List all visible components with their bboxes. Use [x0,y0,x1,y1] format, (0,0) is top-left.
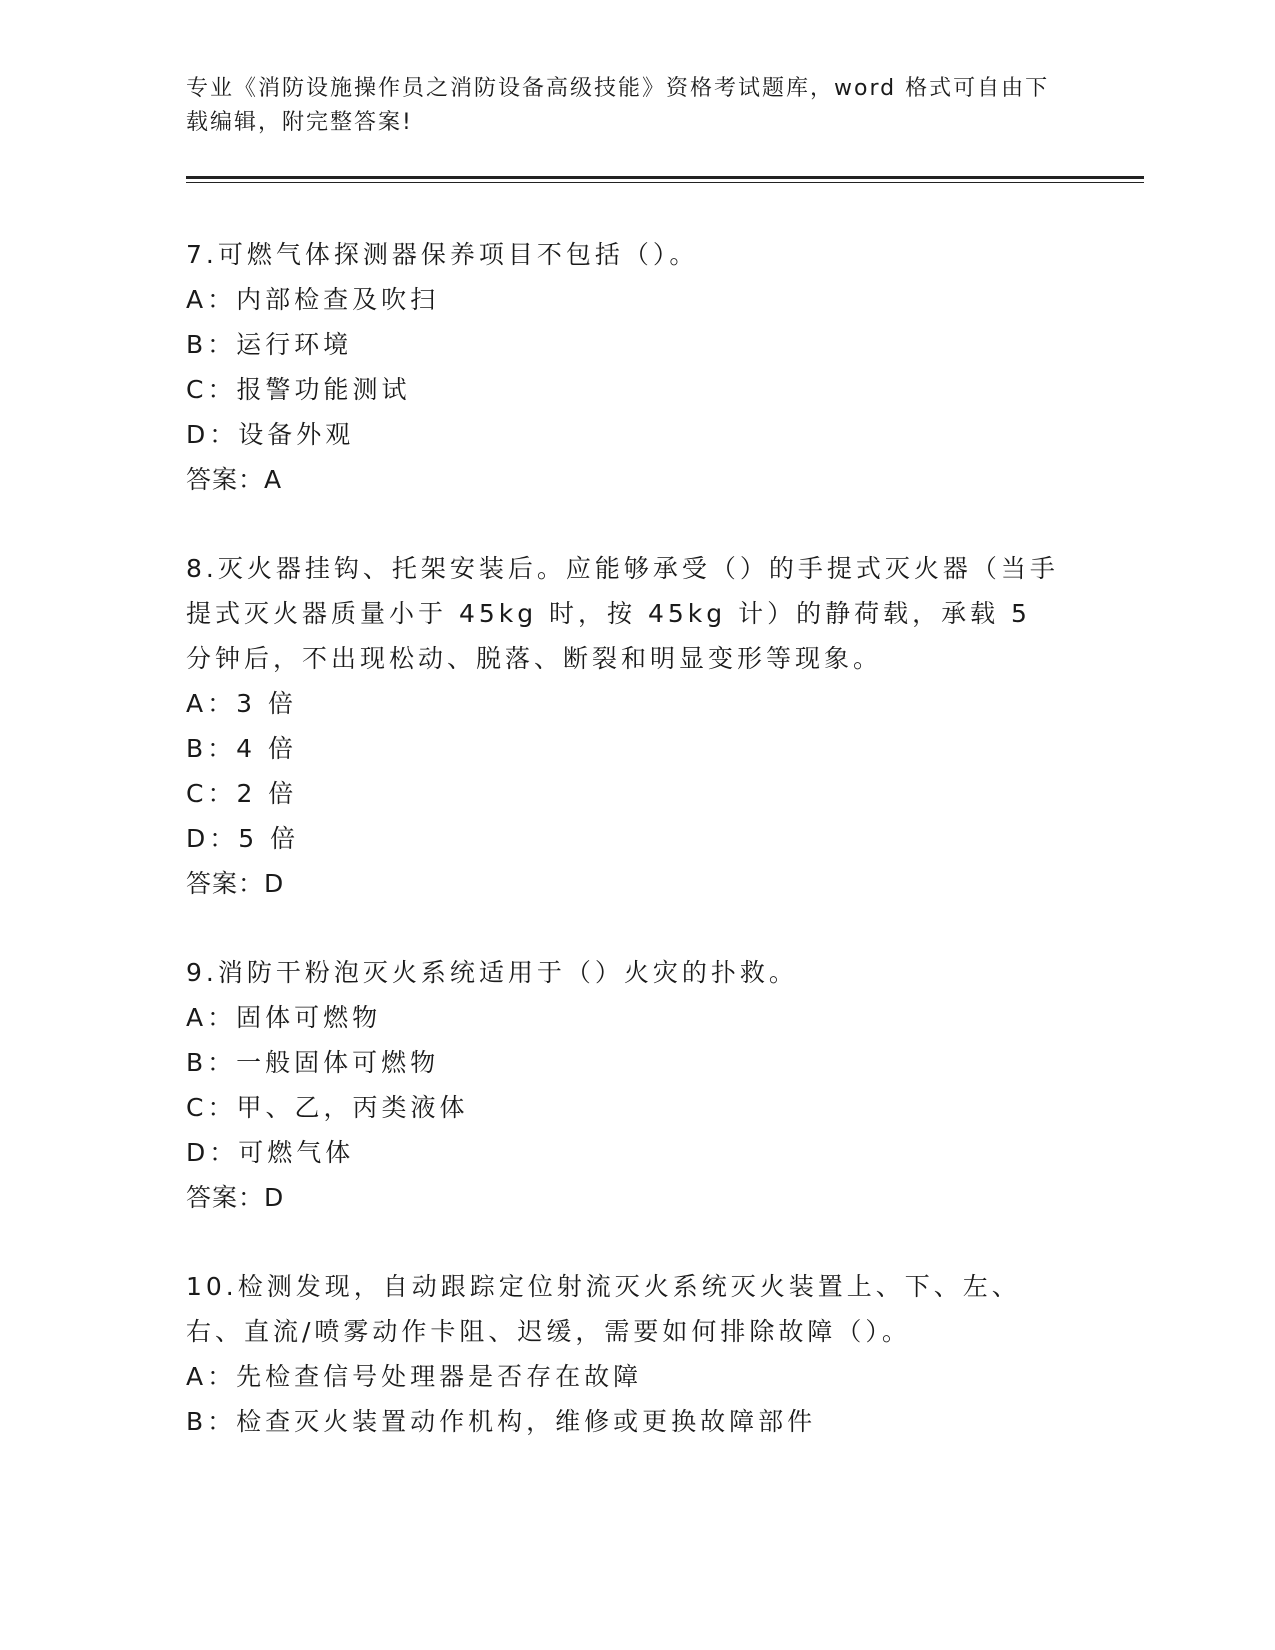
option-a: A：内部检查及吹扫 [186,285,440,314]
document-header [186,72,1066,140]
option-d: D：设备外观 [186,420,355,449]
question-7 [186,232,1066,502]
option-a: A：固体可燃物 [186,1003,382,1032]
question-stem: 7.可燃气体探测器保养项目不包括（）。 [186,240,699,269]
header-divider-thick [186,176,1144,179]
question-10 [186,1264,1066,1444]
answer: 答案：D [186,869,285,898]
option-c: C：报警功能测试 [186,375,411,404]
question-9 [186,950,1066,1220]
header-divider-thin [186,182,1144,183]
option-d: D：5 倍 [186,824,300,853]
question-stem: 9.消防干粉泡灭火系统适用于（）火灾的扑救。 [186,958,798,987]
question-stem: 8.灭火器挂钩、托架安装后。应能够承受（）的手提式灭火器（当手提式灭火器质量小于 45kg 时，按 45kg 计）的静荷载，承载 5 分钟后，不出现松动、脱落、断裂和明显变形等现象。 [186,554,1059,673]
answer: 答案：D [186,1183,285,1212]
option-b: B：4 倍 [186,734,298,763]
option-c: C：2 倍 [186,779,298,808]
option-b: B：运行环境 [186,330,353,359]
option-a: A：3 倍 [186,689,297,718]
answer: 答案：A [186,465,283,494]
option-c: C：甲、乙，丙类液体 [186,1093,469,1122]
option-d: D：可燃气体 [186,1138,355,1167]
option-b: B：一般固体可燃物 [186,1048,440,1077]
question-8 [186,546,1066,906]
question-stem: 10.检测发现，自动跟踪定位射流灭火系统灭火装置上、下、左、右、直流/喷雾动作卡阻、迟缓，需要如何排除故障（）。 [186,1272,1021,1346]
header-text: 专业《消防设施操作员之消防设备高级技能》资格考试题库，word 格式可自由下载编辑，附完整答案! [186,76,1050,135]
question-list [186,232,1066,1488]
option-a: A：先检查信号处理器是否存在故障 [186,1362,643,1391]
option-b: B：检查灭火装置动作机构，维修或更换故障部件 [186,1407,817,1436]
